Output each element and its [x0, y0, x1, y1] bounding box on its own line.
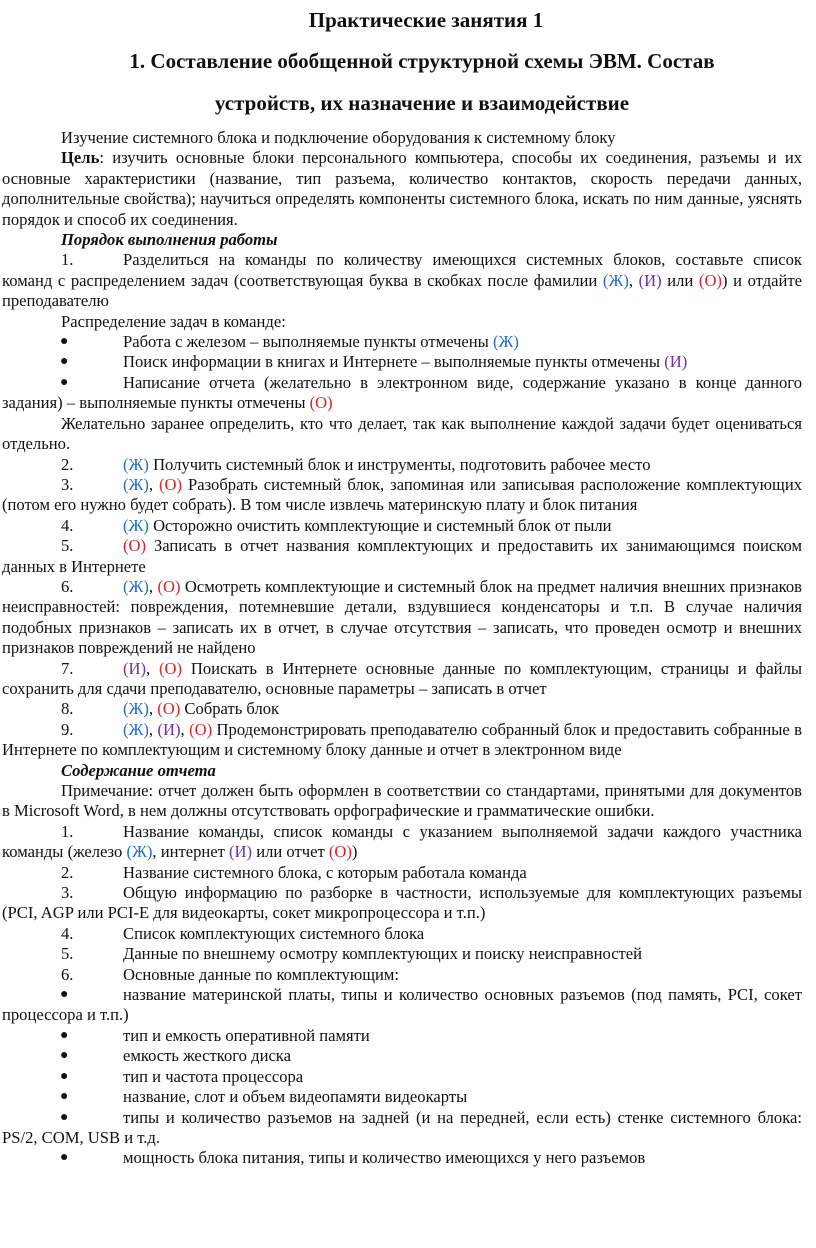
- step-1: 1. Разделиться на команды по количеству имеющихся системных блоков, составьте список команд с распределением задач (соответствующая буква в скобках после фамилии (Ж), (И) или (О)) и отдайте преподавателю: [2, 250, 803, 311]
- bullet-icon: ●: [60, 334, 69, 350]
- bullet-item: ● Написание отчета (желательно в электронном виде, содержание указано в конце данного задания) – выполняемые пункты отмечены (О): [2, 372, 802, 413]
- topic-title-line2: устройств, их назначение и взаимодействие: [214, 91, 630, 115]
- step-text: Разделиться на команды по количеству имеющихся системных блоков, составьте список команд с распределением задач (соответствующая буква в скобках после фамилии: [2, 250, 802, 290]
- bullet-item: ● мощность блока питания, типы и количество имеющихся у него разъемов: [60, 1148, 646, 1168]
- intro-paragraph: Изучение системного блока и подключение оборудования к системному блоку: [61, 128, 616, 147]
- bullet-item: ● название, слот и объем видеопамяти видеокарты: [60, 1087, 468, 1107]
- bullet-icon: ●: [60, 1048, 69, 1064]
- step-2: 2. (Ж) Получить системный блок и инструменты, подготовить рабочее место: [61, 454, 651, 474]
- note-paragraph: Примечание: отчет должен быть оформлен в соответствии со стандартами, принятыми для документов в Microsoft Word, в нем должны отсутствовать орфографические и грамматические ошибки.: [2, 781, 802, 821]
- procedure-heading: Порядок выполнения работы: [61, 230, 278, 250]
- bullet-icon: ●: [60, 1109, 69, 1125]
- bullet-item: ● емкость жесткого диска: [60, 1046, 291, 1066]
- advice-paragraph: Желательно заранее определить, кто что делает, так как выполнение каждой задачи будет оцениваться отдельно.: [2, 413, 802, 454]
- report-item-1: 1. Название команды, список команды с указанием выполняемой задачи каждого участника команды (железо (Ж), интернет (И) или отчет (О)): [2, 821, 802, 862]
- bullet-icon: ●: [60, 1089, 69, 1105]
- tag-o: (О): [309, 393, 333, 413]
- step-number: 1.: [61, 250, 74, 270]
- tag-i: (И): [638, 270, 662, 290]
- report-item-2: 2. Название системного блока, с которым работала команда: [61, 862, 527, 882]
- report-item-5: 5. Данные по внешнему осмотру комплектующих и поиску неисправностей: [61, 944, 643, 964]
- step-3: 3. (Ж), (О) Разобрать системный блок, запоминая или записывая расположение комплектующих (потом его нужно будет собрать). В том числе извлечь материнскую плату и блок питания: [2, 474, 802, 515]
- goal-text: : изучить основные блоки персонального компьютера, способы их соединения, разъемы и их основные характеристики (название, тип разъема, количество контактов, скорость передачи данных, дополнительные свойства); научиться определять компоненты системного блока, искать по ним данные, уяснять порядок и способ их соединения.: [2, 148, 802, 229]
- report-item-6: 6. Основные данные по комплектующим:: [61, 964, 400, 984]
- step-8: 8. (Ж), (О) Собрать блок: [61, 699, 280, 719]
- bullet-icon: ●: [60, 1027, 69, 1043]
- step-7: 7. (И), (О) Поискать в Интернете основные данные по комплектующим, страницы и файлы сохранить для сдачи преподавателю, основные параметры – записать в отчет: [2, 658, 802, 698]
- bullet-icon: ●: [60, 987, 69, 1003]
- tag-o: (О): [698, 270, 722, 290]
- step-5: 5. (О) Записать в отчет названия комплектующих и предоставить их занимающимся поиском данных в Интернете: [2, 536, 802, 576]
- bullet-item: ● название материнской платы, типы и количество основных разъемов (под память, PCI, сокет процессора и т.п.): [2, 985, 802, 1025]
- tag-zh: (Ж): [492, 332, 519, 352]
- report-heading: Содержание отчета: [61, 760, 216, 780]
- topic-title: [2, 40, 802, 124]
- step-6: 6. (Ж), (О) Осмотреть комплектующие и системный блок на предмет наличия внешних признаков неисправностей: повреждения, потемневшие детали, вздувшиеся конденсаторы и т.п. В случае наличия подобных признаков – записать их в отчет, в случае отсутствия – записать, что проведен осмотр и внешних признаков повреждений не найдено: [2, 576, 803, 658]
- page-title: Практические занятия 1: [308, 8, 544, 32]
- goal-label: Цель: [61, 148, 100, 168]
- step-9: 9. (Ж), (И), (О) Продемонстрировать преподавателю собранный блок и предоставить собранные в Интернете по комплектующим и системному блоку данные и отчет в электронном виде: [2, 719, 803, 760]
- bullet-icon: ●: [60, 1150, 69, 1166]
- report-item-3: 3. Общую информацию по разборке в частности, используемые для комплектующих разъемы (PCI, AGP или PCI-E для видеокарты, сокет микропроцессора и т.п.): [2, 883, 802, 923]
- goal-paragraph: [2, 148, 802, 230]
- tag-zh: (Ж): [602, 270, 629, 290]
- bullet-item: ● тип и емкость оперативной памяти: [60, 1025, 370, 1045]
- bullet-item: ● Работа с железом – выполняемые пункты отмечены (Ж): [60, 332, 519, 352]
- report-item-4: 4. Список комплектующих системного блока: [61, 923, 425, 943]
- step-4: 4. (Ж) Осторожно очистить комплектующие и системный блок от пыли: [61, 515, 612, 535]
- bullet-item: ● тип и частота процессора: [60, 1066, 304, 1086]
- bullet-item: ● Поиск информации в книгах и Интернете – выполняемые пункты отмечены (И): [60, 352, 688, 372]
- bullet-item: ● типы и количество разъемов на задней (и на передней, если есть) стенке системного блока: PS/2, COM, USB и т.д.: [2, 1107, 802, 1147]
- distribution-heading: Распределение задач в команде:: [61, 311, 286, 331]
- tag-i: (И): [664, 352, 688, 372]
- bullet-icon: ●: [60, 354, 69, 370]
- bullet-icon: ●: [60, 1068, 69, 1084]
- topic-title-line1: 1. Составление обобщенной структурной схемы ЭВМ. Состав: [129, 49, 715, 73]
- bullet-icon: ●: [60, 374, 69, 390]
